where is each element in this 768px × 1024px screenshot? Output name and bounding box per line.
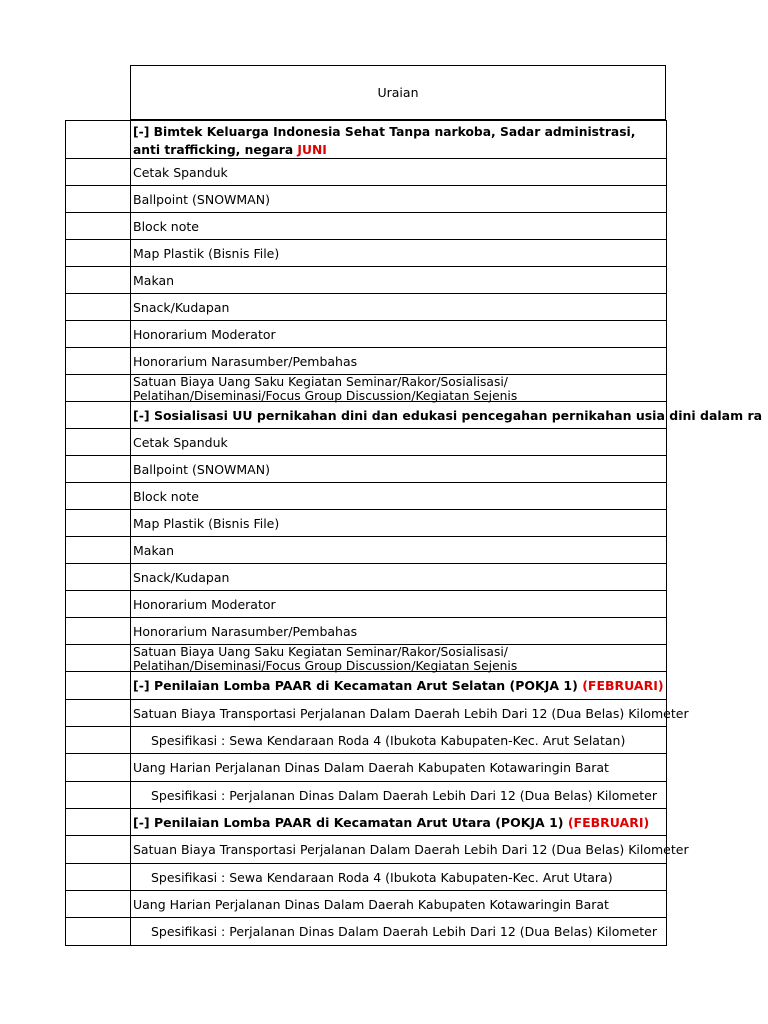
table-row — [0, 753, 768, 781]
description-cell[interactable] — [130, 293, 667, 320]
description-cell[interactable] — [130, 563, 667, 590]
description-cell[interactable] — [130, 158, 667, 185]
description-text: [-] Penilaian Lomba PAAR di Kecamatan Arut Selatan (POKJA 1) — [133, 678, 583, 693]
row-number-cell[interactable] — [65, 863, 131, 890]
description-text: Satuan Biaya Transportasi Perjalanan Dalam Daerah Lebih Dari 12 (Dua Belas) Kilometer — [133, 842, 689, 857]
description-text: Snack/Kudapan — [133, 300, 230, 315]
description-cell[interactable] — [130, 347, 667, 374]
row-number-cell[interactable] — [65, 699, 131, 726]
description-text: Spesifikasi : Perjalanan Dinas Dalam Daerah Lebih Dari 12 (Dua Belas) Kilometer — [151, 924, 658, 939]
table-row — [0, 536, 768, 563]
description-cell[interactable] — [130, 212, 667, 239]
description-text: [-] Bimtek Keluarga Indonesia Sehat Tanpa narkoba, Sadar administrasi, anti trafficking, negara — [133, 125, 636, 157]
table-row — [0, 185, 768, 212]
description-cell[interactable] — [130, 374, 667, 401]
description-text: Block note — [133, 219, 199, 234]
description-text: Satuan Biaya Transportasi Perjalanan Dalam Daerah Lebih Dari 12 (Dua Belas) Kilometer — [133, 706, 689, 721]
column-header-uraian[interactable] — [130, 65, 666, 120]
row-number-cell[interactable] — [65, 401, 131, 428]
row-number-cell[interactable] — [65, 347, 131, 374]
row-number-cell[interactable] — [65, 835, 131, 863]
row-number-cell[interactable] — [65, 726, 131, 753]
description-cell[interactable] — [130, 536, 667, 563]
description-text: Map Plastik (Bisnis File) — [133, 516, 280, 531]
description-cell[interactable] — [130, 509, 667, 536]
row-number-cell[interactable] — [65, 320, 131, 347]
description-text: Honorarium Narasumber/Pembahas — [133, 624, 358, 639]
description-text: Spesifikasi : Sewa Kendaraan Roda 4 (Ibukota Kabupaten-Kec. Arut Utara) — [151, 870, 613, 885]
row-number-cell[interactable] — [65, 266, 131, 293]
table-row — [0, 563, 768, 590]
description-cell[interactable] — [130, 320, 667, 347]
column-header-label: Uraian — [377, 85, 419, 100]
table-row — [0, 212, 768, 239]
description-text: Makan — [133, 543, 175, 558]
description-text: Honorarium Moderator — [133, 597, 276, 612]
table-row — [0, 266, 768, 293]
description-cell[interactable] — [130, 644, 667, 671]
description-cell[interactable] — [130, 482, 667, 509]
description-text: [-] Penilaian Lomba PAAR di Kecamatan Arut Utara (POKJA 1) — [133, 815, 568, 830]
row-number-cell[interactable] — [65, 293, 131, 320]
description-cell[interactable] — [130, 726, 667, 753]
row-number-cell[interactable] — [65, 781, 131, 808]
table-row — [0, 293, 768, 320]
row-number-cell[interactable] — [65, 455, 131, 482]
table-row — [0, 320, 768, 347]
table-row — [0, 835, 768, 863]
row-number-cell[interactable] — [65, 509, 131, 536]
description-cell[interactable] — [130, 835, 689, 863]
table-row — [0, 374, 768, 401]
description-cell[interactable] — [130, 401, 763, 428]
table-row-activity — [0, 401, 768, 428]
table-row — [0, 644, 768, 671]
row-number-cell[interactable] — [65, 890, 131, 917]
table-row-activity — [0, 808, 768, 835]
row-number-cell[interactable] — [65, 158, 131, 185]
description-text: Block note — [133, 489, 199, 504]
description-cell[interactable] — [130, 428, 667, 455]
table-row — [0, 617, 768, 644]
table-row — [0, 699, 768, 726]
row-number-cell[interactable] — [65, 185, 131, 212]
description-cell[interactable] — [130, 185, 667, 212]
month-label: (FEBRUARI) — [567, 815, 650, 830]
description-cell[interactable] — [130, 120, 667, 158]
row-number-cell[interactable] — [65, 120, 131, 158]
table-row — [0, 239, 768, 266]
description-text: Spesifikasi : Sewa Kendaraan Roda 4 (Ibukota Kabupaten-Kec. Arut Selatan) — [151, 733, 626, 748]
description-cell[interactable] — [130, 455, 667, 482]
row-number-cell[interactable] — [65, 617, 131, 644]
table-row — [0, 863, 768, 890]
description-text: Spesifikasi : Perjalanan Dinas Dalam Daerah Lebih Dari 12 (Dua Belas) Kilometer — [151, 788, 658, 803]
description-text: Uang Harian Perjalanan Dinas Dalam Daerah Kabupaten Kotawaringin Barat — [133, 760, 609, 775]
description-text: Honorarium Moderator — [133, 327, 276, 342]
description-cell[interactable] — [130, 808, 667, 835]
table-row — [0, 590, 768, 617]
table-row — [0, 509, 768, 536]
row-number-cell[interactable] — [65, 428, 131, 455]
description-text: [-] Sosialisasi UU pernikahan dini dan edukasi pencegahan pernikahan usia dini dalam ra — [133, 408, 763, 423]
description-cell[interactable] — [130, 863, 667, 890]
row-number-cell[interactable] — [65, 808, 131, 835]
row-number-cell[interactable] — [65, 374, 131, 401]
month-label: (FEBRUARI) — [582, 678, 664, 693]
description-cell[interactable] — [130, 699, 689, 726]
table-row — [0, 890, 768, 917]
description-text: Satuan Biaya Uang Saku Kegiatan Seminar/Rakor/Sosialisasi/ Pelatihan/Diseminasi/Focus Group Discussion/Kegiatan Sejenis — [133, 645, 518, 673]
description-text: Cetak Spanduk — [133, 165, 228, 180]
description-cell[interactable] — [130, 781, 667, 808]
description-text: Map Plastik (Bisnis File) — [133, 246, 280, 261]
description-text: Ballpoint (SNOWMAN) — [133, 462, 270, 477]
table-row — [0, 158, 768, 185]
description-text: Satuan Biaya Uang Saku Kegiatan Seminar/Rakor/Sosialisasi/ Pelatihan/Diseminasi/Focus Group Discussion/Kegiatan Sejenis — [133, 375, 518, 403]
description-cell[interactable] — [130, 239, 667, 266]
row-number-cell[interactable] — [65, 917, 131, 945]
table-row — [0, 482, 768, 509]
table-row-activity — [0, 120, 768, 158]
description-text: Ballpoint (SNOWMAN) — [133, 192, 270, 207]
row-number-cell[interactable] — [65, 753, 131, 781]
table-row — [0, 455, 768, 482]
row-number-cell[interactable] — [65, 482, 131, 509]
row-number-cell[interactable] — [65, 536, 131, 563]
description-cell[interactable] — [130, 590, 667, 617]
description-cell[interactable] — [130, 753, 667, 781]
row-number-cell[interactable] — [65, 212, 131, 239]
row-number-cell[interactable] — [65, 590, 131, 617]
row-number-cell[interactable] — [65, 563, 131, 590]
month-label: JUNI — [297, 143, 327, 157]
table-row — [0, 347, 768, 374]
description-cell[interactable] — [130, 266, 667, 293]
row-number-cell[interactable] — [65, 671, 131, 699]
table-row — [0, 917, 768, 945]
row-number-cell[interactable] — [65, 644, 131, 671]
description-text: Uang Harian Perjalanan Dinas Dalam Daerah Kabupaten Kotawaringin Barat — [133, 897, 609, 912]
description-cell[interactable] — [130, 671, 667, 699]
table-row — [0, 428, 768, 455]
table-row — [0, 781, 768, 808]
table-row-activity — [0, 671, 768, 699]
description-cell[interactable] — [130, 890, 667, 917]
description-text: Makan — [133, 273, 175, 288]
description-text: Honorarium Narasumber/Pembahas — [133, 354, 358, 369]
description-text: Cetak Spanduk — [133, 435, 228, 450]
description-text: Snack/Kudapan — [133, 570, 230, 585]
description-cell[interactable] — [130, 917, 667, 945]
row-number-cell[interactable] — [65, 239, 131, 266]
table-row — [0, 726, 768, 753]
table-bottom-border — [65, 945, 667, 946]
description-cell[interactable] — [130, 617, 667, 644]
